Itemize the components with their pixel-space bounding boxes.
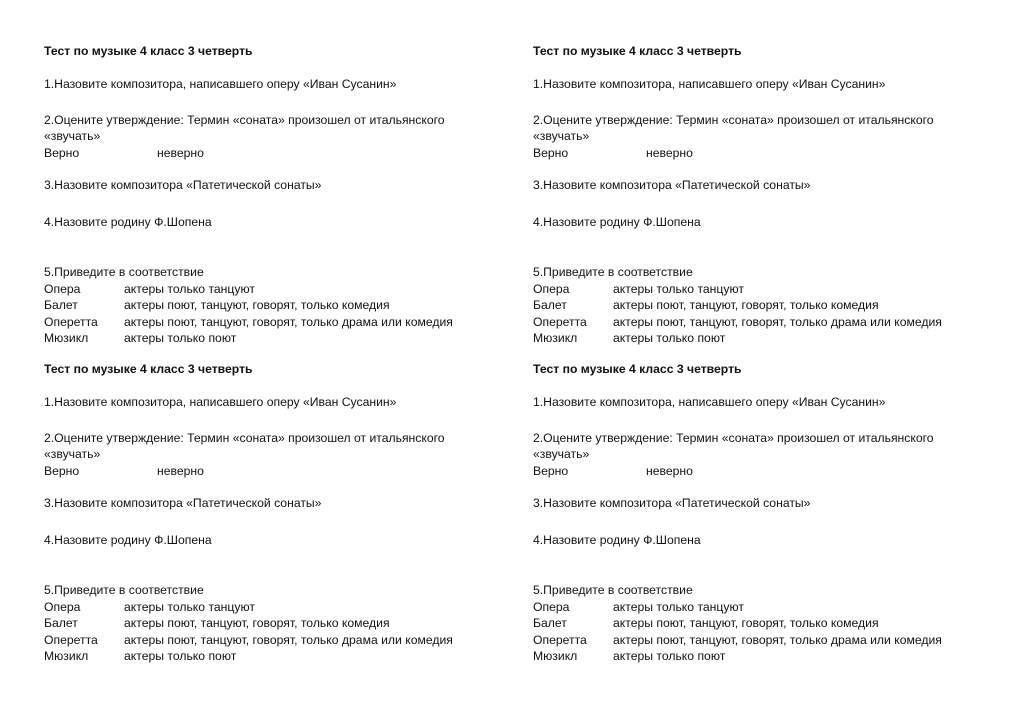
question-2-options — [44, 145, 484, 162]
match-term: Балет — [533, 616, 567, 630]
match-description: актеры только танцуют — [124, 599, 255, 614]
question-3: 3.Назовите композитора «Патетической сонаты» — [44, 496, 322, 510]
question-2-line-1: 2.Оцените утверждение: Термин «соната» произошел от итальянского — [44, 112, 445, 127]
question-1: 1.Назовите композитора, написавшего оперу «Иван Сусанин» — [44, 395, 397, 409]
option-false: неверно — [646, 145, 693, 160]
option-false: неверно — [157, 145, 204, 160]
question-1: 1.Назовите композитора, написавшего оперу «Иван Сусанин» — [44, 77, 397, 91]
question-2-line-1: 2.Оцените утверждение: Термин «соната» произошел от итальянского — [533, 112, 934, 127]
question-5 — [533, 264, 973, 347]
question-5 — [44, 582, 484, 665]
match-description: актеры поют, танцуют, говорят, только комедия — [613, 616, 879, 630]
question-2-options — [533, 145, 973, 162]
question-2-line-1: 2.Оцените утверждение: Термин «соната» произошел от итальянского — [44, 430, 445, 445]
match-term: Балет — [44, 616, 78, 630]
question-3: 3.Назовите композитора «Патетической сонаты» — [533, 178, 811, 192]
question-4: 4.Назовите родину Ф.Шопена — [533, 214, 701, 229]
quiz-title: Тест по музыке 4 класс 3 четверть — [44, 44, 253, 58]
match-description: актеры только танцуют — [124, 281, 255, 296]
match-term: Мюзикл — [44, 331, 89, 345]
match-term: Мюзикл — [44, 649, 89, 663]
match-description: актеры только танцуют — [613, 281, 744, 296]
question-5-prompt: 5.Приведите в соответствие — [533, 265, 693, 279]
match-row — [533, 599, 973, 616]
quiz-title: Тест по музыке 4 класс 3 четверть — [533, 44, 742, 58]
question-2-line-2: «звучать» — [44, 447, 101, 461]
match-description: актеры только поют — [124, 649, 237, 663]
question-3: 3.Назовите композитора «Патетической сонаты» — [533, 496, 811, 510]
match-row — [533, 615, 973, 632]
option-true: Верно — [533, 145, 569, 160]
quiz-bottom-left — [44, 361, 484, 665]
match-row — [44, 648, 484, 665]
question-2 — [44, 112, 484, 162]
match-term: Балет — [533, 298, 567, 312]
match-description: актеры поют, танцуют, говорят, только драма или комедия — [613, 632, 942, 647]
question-2 — [533, 112, 973, 162]
match-term: Оперетта — [44, 632, 98, 647]
question-5 — [533, 582, 973, 665]
match-term: Опера — [44, 281, 81, 296]
option-true: Верно — [533, 463, 569, 478]
quiz-title: Тест по музыке 4 класс 3 четверть — [44, 362, 253, 376]
match-term: Мюзикл — [533, 649, 578, 663]
question-5-prompt: 5.Приведите в соответствие — [533, 583, 693, 597]
match-row — [533, 648, 973, 665]
match-description: актеры только поют — [124, 331, 237, 345]
question-2-line-1: 2.Оцените утверждение: Термин «соната» произошел от итальянского — [533, 430, 934, 445]
match-row — [533, 632, 973, 649]
quiz-title: Тест по музыке 4 класс 3 четверть — [533, 362, 742, 376]
match-description: актеры только поют — [613, 331, 726, 345]
match-description: актеры поют, танцуют, говорят, только комедия — [124, 616, 390, 630]
question-2-line-2: «звучать» — [533, 129, 590, 143]
question-3: 3.Назовите композитора «Патетической сонаты» — [44, 178, 322, 192]
match-row — [533, 330, 973, 347]
match-term: Опера — [44, 599, 81, 614]
question-4: 4.Назовите родину Ф.Шопена — [44, 214, 212, 229]
option-false: неверно — [646, 463, 693, 478]
match-row — [533, 314, 973, 331]
question-5-prompt: 5.Приведите в соответствие — [44, 583, 204, 597]
question-1: 1.Назовите композитора, написавшего оперу «Иван Сусанин» — [533, 395, 886, 409]
match-row — [44, 330, 484, 347]
quiz-top-right — [533, 43, 973, 347]
match-term: Опера — [533, 281, 570, 296]
match-term: Оперетта — [44, 314, 98, 329]
match-description: актеры поют, танцуют, говорят, только драма или комедия — [613, 314, 942, 329]
match-row — [44, 632, 484, 649]
match-description: актеры только танцуют — [613, 599, 744, 614]
option-true: Верно — [44, 463, 80, 478]
question-2 — [533, 430, 973, 480]
match-description: актеры поют, танцуют, говорят, только драма или комедия — [124, 632, 453, 647]
match-description: актеры поют, танцуют, говорят, только драма или комедия — [124, 314, 453, 329]
match-row — [44, 615, 484, 632]
option-true: Верно — [44, 145, 80, 160]
question-5-prompt: 5.Приведите в соответствие — [44, 265, 204, 279]
match-description: актеры поют, танцуют, говорят, только комедия — [613, 298, 879, 312]
question-4: 4.Назовите родину Ф.Шопена — [44, 532, 212, 547]
question-5 — [44, 264, 484, 347]
match-row — [44, 297, 484, 314]
option-false: неверно — [157, 463, 204, 478]
question-2-options — [44, 463, 484, 480]
match-term: Оперетта — [533, 632, 587, 647]
quiz-bottom-right — [533, 361, 973, 665]
match-description: актеры только поют — [613, 649, 726, 663]
match-term: Балет — [44, 298, 78, 312]
quiz-top-left — [44, 43, 484, 347]
match-row — [44, 281, 484, 298]
match-row — [533, 297, 973, 314]
match-term: Оперетта — [533, 314, 587, 329]
match-term: Мюзикл — [533, 331, 578, 345]
match-term: Опера — [533, 599, 570, 614]
match-row — [44, 599, 484, 616]
question-4: 4.Назовите родину Ф.Шопена — [533, 532, 701, 547]
match-description: актеры поют, танцуют, говорят, только комедия — [124, 298, 390, 312]
question-1: 1.Назовите композитора, написавшего оперу «Иван Сусанин» — [533, 77, 886, 91]
question-2 — [44, 430, 484, 480]
question-2-line-2: «звучать» — [533, 447, 590, 461]
match-row — [533, 281, 973, 298]
question-2-options — [533, 463, 973, 480]
question-2-line-2: «звучать» — [44, 129, 101, 143]
match-row — [44, 314, 484, 331]
